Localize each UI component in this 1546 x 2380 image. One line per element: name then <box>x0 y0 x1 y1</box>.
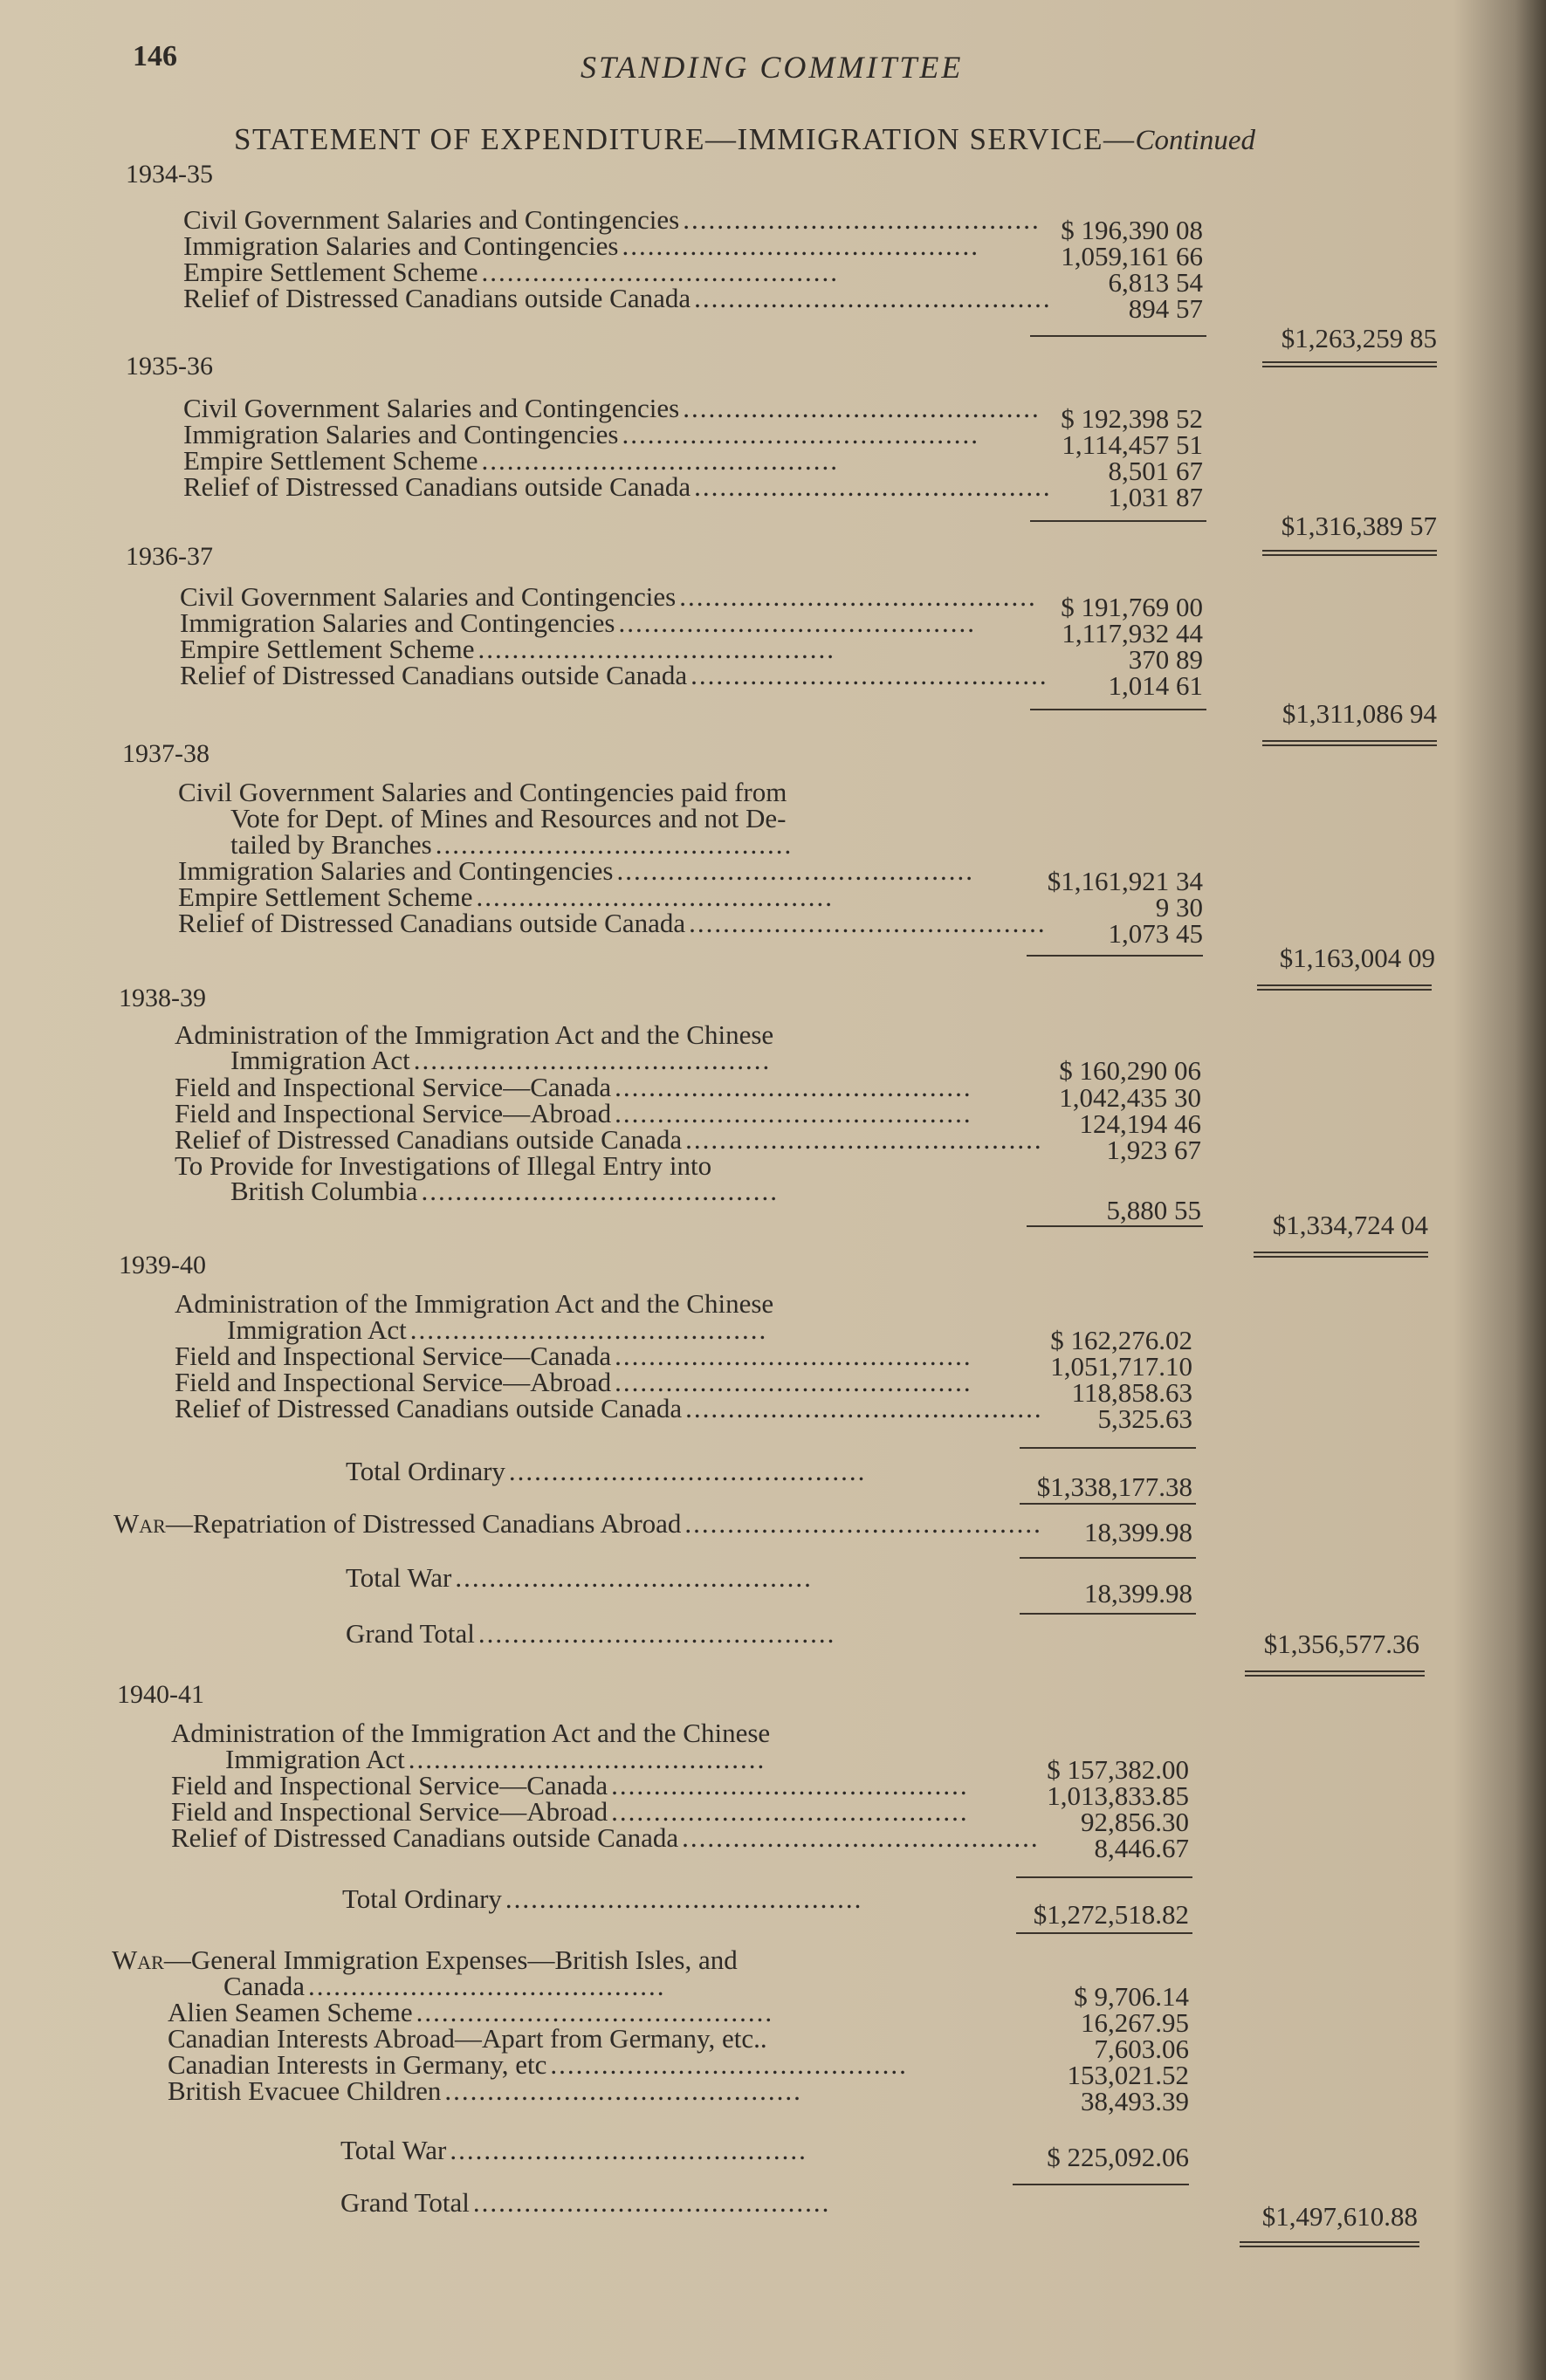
row-label: Field and Inspectional Service—Abroad .......................................... <box>175 1098 972 1128</box>
year-heading: 1937-38 <box>122 739 210 768</box>
row-amount: $ 225,092.06 <box>1047 2142 1189 2172</box>
row-label: Administration of the Immigration Act and the Chinese <box>175 1019 774 1050</box>
row-label: Administration of the Immigration Act and the Chinese <box>175 1288 774 1319</box>
row-label: Canadian Interests in Germany, etc .......................................... <box>168 2049 908 2080</box>
row-label: Relief of Distressed Canadians outside Canada .......................................... <box>183 471 1052 502</box>
row-label: British Columbia .......................................... <box>230 1176 779 1206</box>
subtotal-rule <box>1020 1447 1196 1449</box>
subtotal-rule <box>1020 1503 1196 1505</box>
row-amount: 38,493.39 <box>1081 2086 1189 2116</box>
row-label: Empire Settlement Scheme .......................................... <box>180 634 835 664</box>
row-amount: 6,813 54 <box>1108 267 1203 298</box>
row-amount: 370 89 <box>1128 644 1203 675</box>
subtotal-rule <box>1030 709 1206 710</box>
row-label: Alien Seamen Scheme .......................................... <box>168 1997 774 2027</box>
subtotal-rule <box>1030 335 1206 337</box>
row-amount: 9 30 <box>1155 892 1203 923</box>
subtotal-rule <box>1027 1225 1203 1227</box>
row-label: Relief of Distressed Canadians outside Canada .......................................... <box>175 1124 1043 1155</box>
row-label: Immigration Act .......................................... <box>225 1744 766 1774</box>
row-amount: 1,059,161 66 <box>1061 241 1203 271</box>
row-label: Immigration Act .......................................... <box>230 1045 772 1075</box>
total-double-rule <box>1240 2241 1419 2247</box>
row-label: Canada .......................................... <box>223 1971 666 2001</box>
row-amount: $1,338,177.38 <box>1036 1471 1192 1502</box>
row-label: Total Ordinary .......................................... <box>346 1456 867 1486</box>
row-amount: $ 196,390 08 <box>1061 215 1203 245</box>
row-label: Relief of Distressed Canadians outside Canada .......................................... <box>183 283 1052 313</box>
subtotal-rule <box>1020 1613 1196 1615</box>
row-label: Grand Total .......................................... <box>346 1618 836 1649</box>
statement-continued: Continued <box>1135 125 1255 156</box>
total-double-rule <box>1257 984 1432 991</box>
row-amount: 1,117,932 44 <box>1062 618 1203 648</box>
row-amount: $ 160,290 06 <box>1059 1055 1201 1086</box>
row-label: Field and Inspectional Service—Canada .......................................... <box>171 1770 969 1800</box>
section-total: $1,356,577.36 <box>1263 1629 1419 1659</box>
row-label: Civil Government Salaries and Contingencies .......................................... <box>183 204 1041 235</box>
row-label: Empire Settlement Scheme .......................................... <box>183 257 839 287</box>
row-label: Immigration Act .......................................... <box>227 1314 768 1345</box>
total-double-rule <box>1262 740 1437 746</box>
row-label: Civil Government Salaries and Contingencies .......................................... <box>183 393 1041 423</box>
year-heading: 1934-35 <box>126 160 213 189</box>
row-amount: 153,021.52 <box>1067 2060 1189 2090</box>
row-amount: 1,042,435 30 <box>1059 1082 1201 1113</box>
row-label: Total War .......................................... <box>346 1562 813 1593</box>
row-amount: 5,880 55 <box>1106 1195 1201 1225</box>
row-amount: $ 192,398 52 <box>1061 403 1203 434</box>
row-label: Relief of Distressed Canadians outside Canada .......................................... <box>180 660 1048 690</box>
row-amount: 894 57 <box>1128 293 1203 324</box>
total-double-rule <box>1262 361 1437 367</box>
row-label: Immigration Salaries and Contingencies .......................................... <box>183 419 979 449</box>
row-amount: 124,194 46 <box>1079 1108 1201 1139</box>
row-label: Relief of Distressed Canadians outside Canada .......................................... <box>175 1393 1043 1423</box>
year-heading: 1939-40 <box>119 1251 206 1279</box>
subtotal-rule <box>1020 1557 1196 1559</box>
row-label: Administration of the Immigration Act and the Chinese <box>171 1718 771 1748</box>
row-label: Immigration Salaries and Contingencies .......................................... <box>180 607 976 638</box>
row-amount: 1,031 87 <box>1108 482 1203 512</box>
row-amount: 92,856.30 <box>1081 1807 1189 1837</box>
year-heading: 1936-37 <box>126 542 213 571</box>
row-amount: $ 9,706.14 <box>1074 1981 1189 2012</box>
row-label: Immigration Salaries and Contingencies .......................................... <box>178 855 974 886</box>
row-amount: 18,399.98 <box>1084 1578 1192 1608</box>
row-label: Field and Inspectional Service—Canada .......................................... <box>175 1341 972 1371</box>
row-amount: $1,161,921 34 <box>1047 866 1203 896</box>
page-number: 146 <box>133 40 177 72</box>
row-label: Civil Government Salaries and Contingencies .......................................... <box>180 581 1037 612</box>
row-amount: 7,603.06 <box>1094 2034 1189 2064</box>
section-total: $1,263,259 85 <box>1281 323 1437 353</box>
row-amount: 5,325.63 <box>1097 1403 1192 1434</box>
section-total: $1,316,389 57 <box>1281 511 1437 541</box>
row-amount: 1,013,833.85 <box>1047 1780 1189 1811</box>
row-label: Grand Total .......................................... <box>340 2187 831 2218</box>
row-label: tailed by Branches .......................................... <box>230 829 794 860</box>
row-amount: 18,399.98 <box>1084 1517 1192 1547</box>
row-label: Immigration Salaries and Contingencies .......................................... <box>183 230 979 261</box>
section-total: $1,497,610.88 <box>1261 2201 1418 2232</box>
subtotal-rule <box>1016 1932 1192 1934</box>
row-amount: $1,272,518.82 <box>1033 1899 1189 1930</box>
year-heading: 1940-41 <box>117 1680 204 1709</box>
row-label: Empire Settlement Scheme .......................................... <box>183 445 839 476</box>
row-label: Relief of Distressed Canadians outside Canada .......................................... <box>171 1822 1040 1853</box>
row-amount: 16,267.95 <box>1081 2007 1189 2038</box>
row-label: To Provide for Investigations of Illegal Entry into <box>175 1150 712 1181</box>
section-total: $1,311,086 94 <box>1281 698 1437 729</box>
row-label: War—General Immigration Expenses—British Isles, and <box>112 1944 738 1975</box>
row-label: British Evacuee Children .......................................... <box>168 2075 802 2106</box>
row-amount: 1,051,717.10 <box>1050 1351 1192 1382</box>
row-amount: $ 157,382.00 <box>1047 1754 1189 1785</box>
row-amount: 8,446.67 <box>1094 1833 1189 1863</box>
row-label: Relief of Distressed Canadians outside Canada .......................................... <box>178 908 1047 938</box>
section-total: $1,334,724 04 <box>1272 1210 1428 1240</box>
total-double-rule <box>1245 1670 1425 1677</box>
row-label: Total Ordinary .......................................... <box>342 1883 863 1914</box>
running-title: STANDING COMMITTEE <box>581 50 964 85</box>
statement-title <box>234 122 1255 157</box>
subtotal-rule <box>1016 1876 1192 1878</box>
section-total: $1,163,004 09 <box>1279 943 1435 973</box>
row-label: Field and Inspectional Service—Abroad .......................................... <box>171 1796 969 1827</box>
subtotal-rule <box>1027 955 1203 957</box>
row-amount: 1,073 45 <box>1108 918 1203 949</box>
row-label: Vote for Dept. of Mines and Resources and not De- <box>230 803 787 833</box>
subtotal-rule <box>1030 520 1206 522</box>
row-label: War—Repatriation of Distressed Canadians Abroad .......................................... <box>113 1508 1042 1539</box>
subtotal-rule <box>1013 2184 1189 2185</box>
row-amount: 1,014 61 <box>1108 670 1203 701</box>
row-label: Field and Inspectional Service—Abroad .......................................... <box>175 1367 972 1397</box>
row-amount: 1,923 67 <box>1106 1135 1201 1165</box>
row-label: Empire Settlement Scheme .......................................... <box>178 881 834 912</box>
row-amount: $ 191,769 00 <box>1061 592 1203 622</box>
total-double-rule <box>1254 1252 1428 1258</box>
row-label: Civil Government Salaries and Contingencies paid from <box>178 777 787 807</box>
year-heading: 1935-36 <box>126 352 213 381</box>
row-amount: 1,114,457 51 <box>1062 429 1203 460</box>
row-label: Canadian Interests Abroad—Apart from Germany, etc.. <box>168 2023 767 2054</box>
row-amount: 118,858.63 <box>1071 1377 1192 1408</box>
total-double-rule <box>1262 550 1437 556</box>
statement-title-text: STATEMENT OF EXPENDITURE—IMMIGRATION SERVICE— <box>234 122 1136 156</box>
row-amount: $ 162,276.02 <box>1050 1325 1192 1355</box>
row-amount: 8,501 67 <box>1108 456 1203 486</box>
row-label: Field and Inspectional Service—Canada .......................................... <box>175 1072 972 1102</box>
year-heading: 1938-39 <box>119 984 206 1012</box>
row-label: Total War .......................................... <box>340 2135 807 2165</box>
